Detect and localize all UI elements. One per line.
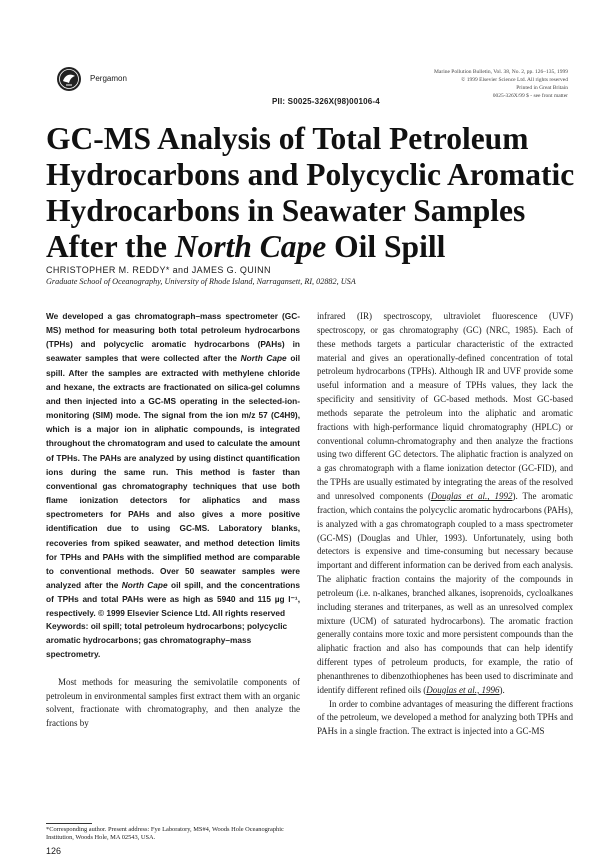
journal-line: Printed in Great Britain bbox=[516, 85, 568, 91]
title-text-end: Oil Spill bbox=[326, 229, 446, 264]
paragraph: Most methods for measuring the semivolatile components of petroleum in environmental samples first extract them with an organic solvent, fractionate with chromatography, and then analyze the fractions by bbox=[46, 677, 300, 729]
abstract bbox=[46, 309, 300, 620]
journal-line: Marine Pollution Bulletin, Vol. 38, No. 2, pp. 126–135, 1999 bbox=[434, 69, 568, 75]
footnote-rule bbox=[46, 823, 92, 824]
introduction-left-column bbox=[46, 676, 300, 731]
body-text: ). The aromatic fraction, which contains the polycyclic aromatic hydrocarbons (PAHs), is analyzed with a gas chromatograph coupled to a mass spectrometer (GC-MS) (Douglas and Uhler, 1993). Unfortunately, using both detectors is expensive and time-consuming but necessary because important and different information can be derived from each analysis. The aliphatic fraction contains the majority of the compounds in petroleum (i.e. n-alkanes, branched alkanes, isoprenoids, cycloalkanes including steranes and triterpanes, as well as an unresolved complex mixture (UCM) of saturated hydrocarbons). The aromatic fraction generally contains more toxic and more persistent compounds than the aliphatic fraction and also has compounds that can help identify different types of petroleum products, for example, the ratio of phenanthrenes to dibenzothiophenes has been used to discriminate and identify different refined oils ( bbox=[317, 490, 574, 695]
journal-info bbox=[398, 68, 568, 100]
pii-identifier: PII: S0025-326X(98)00106-4 bbox=[272, 97, 380, 106]
body-text: infrared (IR) spectroscopy, ultraviolet fluorescence (UVF) spectroscopy, or gas chromatography (GC) (NRC, 1985). Each of these methods targets a particular characteristic of the extracted material and gives an operationally-defined concentration of total petroleum hydrocarbons (TPHs). Although IR and UVF provide some useful information and a measure of TPHs values, they lack the specificity and sensitivity of GC-based methods. Most GC-based methods separate the petroleum into the aliphatic and aromatic fractions with high-performance liquid chromatography (HPLC) or conventional column-chromatography and then analyze the fractions using two different GC detectors. The aliphatic fraction is analyzed on a gas chromatograph with a flame ionization detector (GC-FID), and the TPHs are usually estimated by integrating the areas of the resolved and unresolved components ( bbox=[317, 311, 573, 501]
author-list: CHRISTOPHER M. REDDY* and JAMES G. QUINN bbox=[46, 265, 271, 275]
journal-line: 0025-326X/99 $ - see front matter bbox=[492, 93, 568, 99]
citation-link[interactable]: Douglas et al., 1996 bbox=[426, 684, 500, 695]
abstract-text: oil spill, and the concentrations of TPHs and total PAHs were as high as 5940 and 115 µg l⁻¹, respectively. © 1999 Elsevier Science Ltd. All rights reserved bbox=[46, 579, 300, 619]
journal-line: © 1999 Elsevier Science Ltd. All rights reserved bbox=[461, 77, 568, 83]
abstract-italic: North Cape bbox=[240, 353, 287, 364]
article-title bbox=[46, 121, 586, 265]
body-right-column bbox=[317, 310, 573, 739]
title-text: GC-MS Analysis of Total Petroleum Hydrocarbons and Polycyclic Aromatic Hydrocarbons in Seawater Samples After the bbox=[46, 121, 575, 264]
abstract-text: oil spill. After the samples are extracted with methylene chloride and hexane, the extracts are fractionated on silica-gel columns and then injected into a GC-MS operating in the selected-ion-monitoring (SIM) mode. The signal from the ion m/z 57 (C4H9), which is a major ion in aliphatic compounds, is integrated throughout the chromatogram and used to calculate the amount of TPHs. The PAHs are analyzed by using distinct quantification ions during the same run. This method is faster than conventional gas chromatography techniques that use both flame ionization detectors for aliphatics and mass spectrometers for PAHs and also gives a more positive identification due to using GC-MS. Laboratory blanks, recoveries from spiked seawater, and method detection limits for TPHs and PAHs with the simplified method are comparable to conventional methods. Over 50 seawater samples were analyzed after the bbox=[46, 353, 300, 590]
body-text: ). bbox=[499, 684, 505, 695]
paragraph: In order to combine advantages of measuring the different fractions of the petroleum, we developed a method for analyzing both TPHs and PAHs in a single fraction. The extract is injected into a GC-MS bbox=[317, 698, 573, 737]
paragraph bbox=[317, 310, 573, 698]
publisher-name: Pergamon bbox=[90, 74, 127, 83]
title-italic: North Cape bbox=[174, 229, 327, 264]
page-number: 126 bbox=[46, 846, 62, 856]
pergamon-logo-icon bbox=[56, 66, 82, 92]
abstract-text: We developed a gas chromatograph–mass spectrometer (GC-MS) method for measuring both total petroleum hydrocarbons (TPHs) and polycyclic aromatic hydrocarbons (PAHs) in seawater samples that were collected after the bbox=[46, 311, 300, 364]
affiliation: Graduate School of Oceanography, University of Rhode Island, Narragansett, RI, 02882, USA bbox=[46, 277, 356, 286]
footnote: *Corresponding author. Present address: Fye Laboratory, MS#4, Woods Hole Oceanographic Institution, Woods Hole, MA 02543, USA. bbox=[46, 826, 284, 842]
abstract-italic: North Cape bbox=[121, 579, 168, 590]
citation-link[interactable]: Douglas et al., 1992 bbox=[430, 490, 513, 501]
keywords: Keywords: oil spill; total petroleum hydrocarbons; polycyclic aromatic hydrocarbons; gas chromatography–mass spectrometry. bbox=[46, 621, 288, 659]
